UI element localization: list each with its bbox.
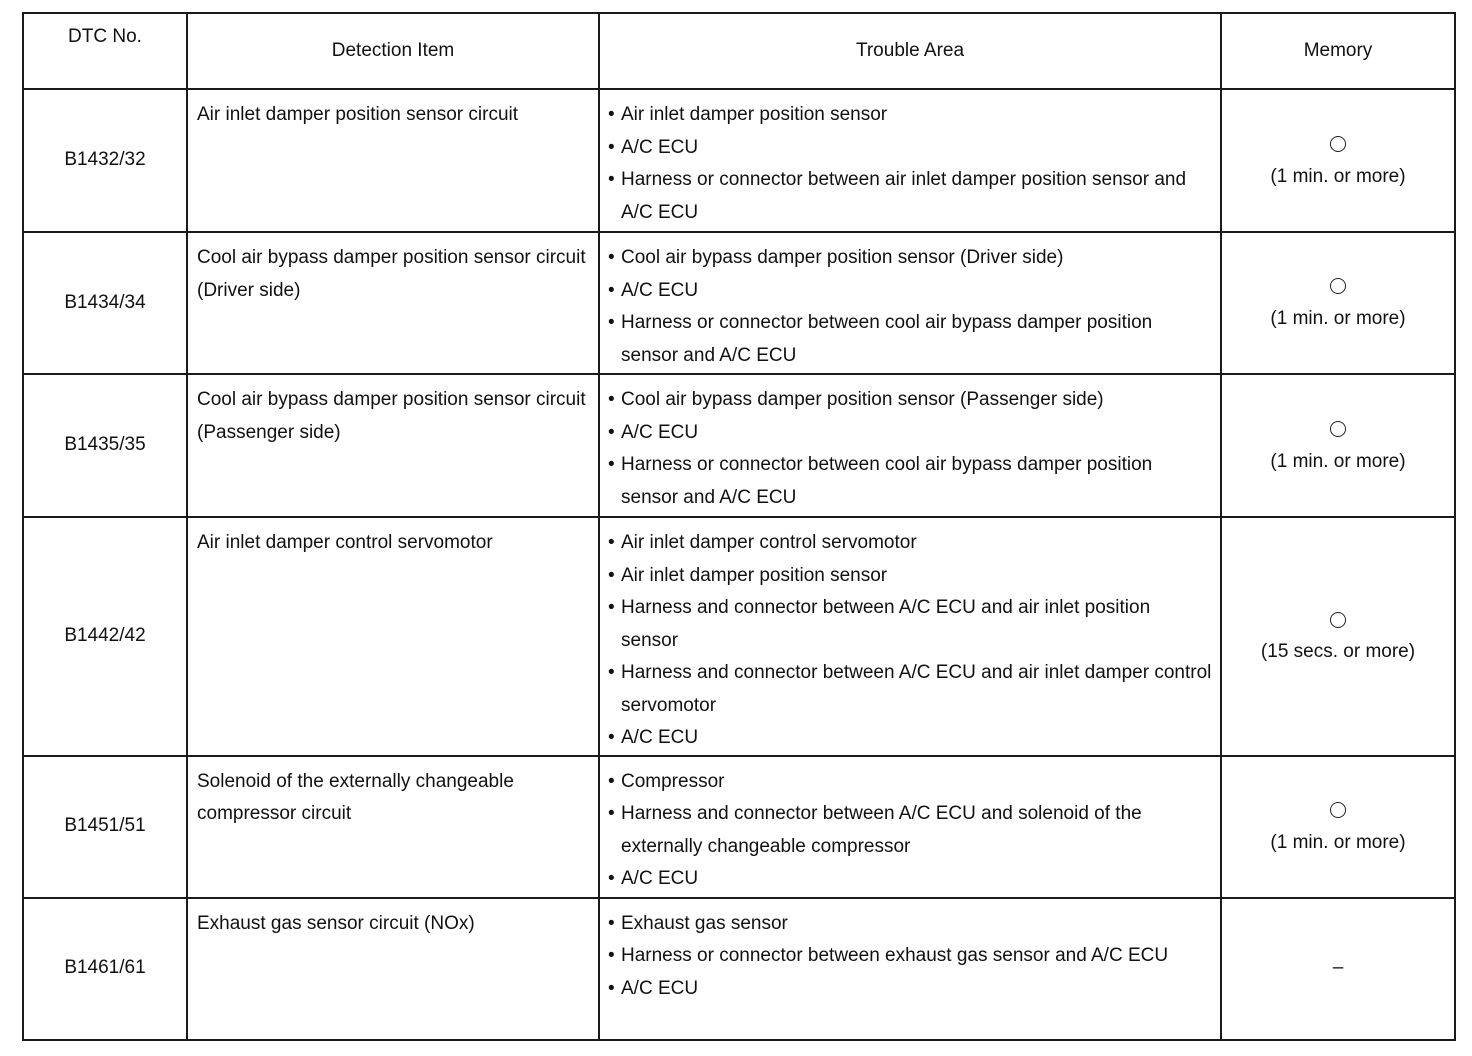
header-trouble-area: Trouble Area — [599, 13, 1221, 89]
bullet-icon: • — [608, 389, 615, 410]
header-dtc-no: DTC No. — [23, 13, 187, 89]
bullet-icon: • — [608, 312, 615, 333]
trouble-area-text: Exhaust gas sensor — [621, 912, 788, 934]
dtc-number-cell: B1442/42 — [23, 517, 187, 756]
list-item — [606, 973, 1212, 1006]
detection-item-cell: Air inlet damper control servomotor — [187, 517, 599, 756]
trouble-area-cell — [599, 517, 1221, 756]
dtc-number-cell: B1435/35 — [23, 374, 187, 517]
trouble-area-text: A/C ECU — [621, 421, 699, 443]
dtc-number-cell: B1461/61 — [23, 898, 187, 1040]
circle-icon — [1330, 136, 1346, 152]
trouble-area-text: A/C ECU — [621, 868, 699, 889]
list-item — [606, 307, 1212, 372]
trouble-area-list — [606, 384, 1212, 514]
list-item — [606, 164, 1212, 229]
list-item — [606, 527, 1212, 560]
table-row — [23, 232, 1455, 374]
trouble-area-text: A/C ECU — [621, 977, 699, 999]
memory-cell — [1221, 517, 1455, 756]
memory-cell — [1221, 898, 1455, 1040]
list-item — [606, 766, 1212, 799]
memory-cell — [1221, 89, 1455, 232]
table-row — [23, 374, 1455, 517]
memory-cell — [1221, 756, 1455, 898]
list-item — [606, 798, 1212, 863]
list-item — [606, 275, 1212, 308]
dtc-table — [22, 12, 1456, 1041]
bullet-icon: • — [608, 945, 615, 966]
trouble-area-text: Harness and connector between A/C ECU and air inlet damper control servomotor — [621, 662, 1212, 716]
bullet-icon: • — [608, 770, 615, 792]
bullet-icon: • — [608, 104, 615, 125]
memory-cell — [1221, 374, 1455, 517]
bullet-icon: • — [608, 169, 615, 190]
list-item — [606, 863, 1212, 896]
list-item — [606, 592, 1212, 657]
header-memory: Memory — [1221, 13, 1455, 89]
bullet-icon: • — [608, 727, 615, 748]
circle-icon — [1330, 802, 1346, 818]
memory-note: (1 min. or more) — [1270, 831, 1406, 853]
trouble-area-cell — [599, 232, 1221, 374]
trouble-area-text: Harness or connector between air inlet damper position sensor and A/C ECU — [621, 169, 1187, 223]
bullet-icon: • — [608, 532, 615, 553]
bullet-icon: • — [608, 868, 615, 889]
bullet-icon: • — [608, 421, 615, 443]
trouble-area-text: Harness and connector between A/C ECU and solenoid of the externally changeable compressor — [621, 803, 1142, 857]
trouble-area-text: Compressor — [621, 770, 725, 792]
list-item — [606, 242, 1212, 275]
circle-icon — [1330, 421, 1346, 437]
table-row — [23, 898, 1455, 1040]
bullet-icon: • — [608, 977, 615, 999]
list-item — [606, 560, 1212, 593]
bullet-icon: • — [608, 279, 615, 301]
trouble-area-cell — [599, 756, 1221, 898]
trouble-area-list — [606, 766, 1212, 896]
table-row — [23, 517, 1455, 756]
bullet-icon: • — [608, 454, 615, 475]
list-item — [606, 908, 1212, 941]
dtc-number-cell: B1434/34 — [23, 232, 187, 374]
memory-note: (1 min. or more) — [1270, 450, 1406, 472]
table-row — [23, 756, 1455, 898]
header-detection-item: Detection Item — [187, 13, 599, 89]
trouble-area-text: Harness or connector between cool air bypass damper position sensor and A/C ECU — [621, 312, 1153, 366]
detection-item-cell: Solenoid of the externally changeable compressor circuit — [187, 756, 599, 898]
trouble-area-cell — [599, 374, 1221, 517]
detection-item-cell: Exhaust gas sensor circuit (NOx) — [187, 898, 599, 1040]
trouble-area-list — [606, 527, 1212, 755]
bullet-icon: • — [608, 564, 615, 586]
trouble-area-text: Harness or connector between cool air bypass damper position sensor and A/C ECU — [621, 454, 1153, 508]
list-item — [606, 722, 1212, 755]
bullet-icon: • — [608, 247, 615, 268]
trouble-area-text: Air inlet damper position sensor — [621, 104, 888, 125]
list-item — [606, 449, 1212, 514]
trouble-area-cell — [599, 898, 1221, 1040]
list-item — [606, 940, 1212, 973]
memory-note: – — [1332, 957, 1344, 979]
memory-note: (15 secs. or more) — [1260, 641, 1416, 663]
detection-item-cell: Air inlet damper position sensor circuit — [187, 89, 599, 232]
trouble-area-cell — [599, 89, 1221, 232]
trouble-area-text: A/C ECU — [621, 136, 699, 158]
trouble-area-list — [606, 908, 1212, 1006]
bullet-icon: • — [608, 136, 615, 158]
circle-icon — [1330, 612, 1346, 628]
table-row — [23, 89, 1455, 232]
memory-cell — [1221, 232, 1455, 374]
trouble-area-text: Harness and connector between A/C ECU and air inlet position sensor — [621, 597, 1151, 651]
dtc-number-cell: B1432/32 — [23, 89, 187, 232]
trouble-area-text: Cool air bypass damper position sensor (Passenger side) — [621, 389, 1104, 410]
trouble-area-text: Harness or connector between exhaust gas sensor and A/C ECU — [621, 945, 1169, 966]
list-item — [606, 384, 1212, 417]
dtc-number-cell: B1451/51 — [23, 756, 187, 898]
memory-note: (1 min. or more) — [1270, 308, 1406, 329]
list-item — [606, 417, 1212, 450]
circle-icon — [1330, 278, 1346, 294]
table-header-row — [23, 13, 1455, 89]
list-item — [606, 657, 1212, 722]
detection-item-cell: Cool air bypass damper position sensor circuit (Driver side) — [187, 232, 599, 374]
trouble-area-text: A/C ECU — [621, 727, 699, 748]
table-body — [23, 89, 1455, 1040]
list-item — [606, 132, 1212, 165]
trouble-area-text: Air inlet damper control servomotor — [621, 532, 917, 553]
trouble-area-list — [606, 242, 1212, 372]
trouble-area-list — [606, 99, 1212, 229]
bullet-icon: • — [608, 662, 615, 683]
trouble-area-text: Cool air bypass damper position sensor (Driver side) — [621, 247, 1064, 268]
memory-note: (1 min. or more) — [1270, 165, 1406, 187]
trouble-area-text: Air inlet damper position sensor — [621, 564, 888, 586]
bullet-icon: • — [608, 597, 615, 618]
detection-item-cell: Cool air bypass damper position sensor circuit (Passenger side) — [187, 374, 599, 517]
bullet-icon: • — [608, 912, 615, 934]
list-item — [606, 99, 1212, 132]
trouble-area-text: A/C ECU — [621, 279, 699, 301]
bullet-icon: • — [608, 803, 615, 824]
